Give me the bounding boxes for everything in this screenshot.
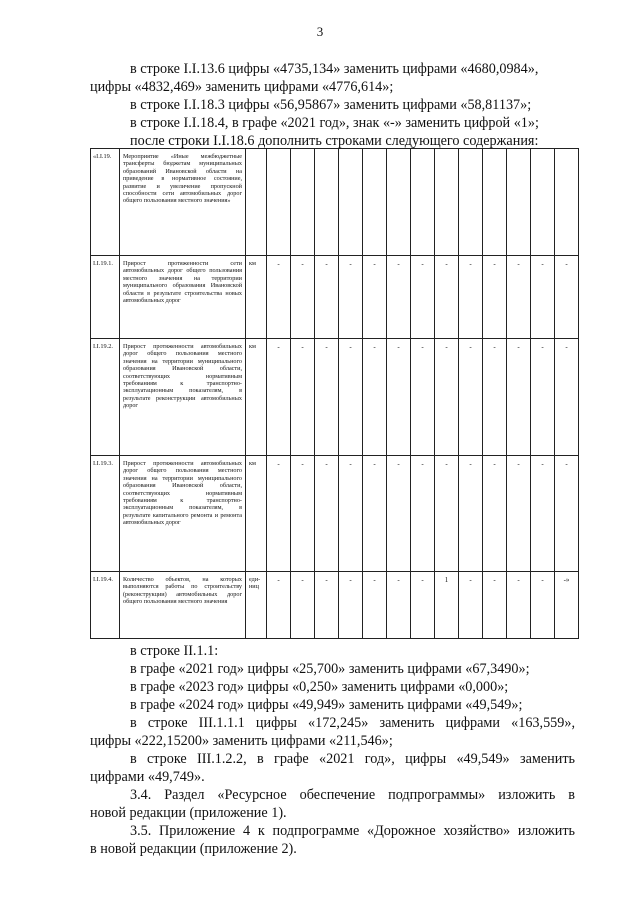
value-cell: - <box>411 456 435 572</box>
value-cell: - <box>459 339 483 456</box>
value-cell <box>315 149 339 256</box>
text-line: в строке I.I.18.4, в графе «2021 год», знак «-» заменить цифрой «1»; <box>130 115 539 131</box>
value-cell <box>387 149 411 256</box>
text-line: в графе «2021 год» цифры «25,700» заменить цифрами «67,3490»; <box>130 661 530 677</box>
text-line: в строке I.I.13.6 цифры «4735,134» заменить цифрами «4680,0984», <box>130 61 539 77</box>
value-cell <box>411 149 435 256</box>
value-cell <box>531 149 555 256</box>
row-number: I.I.19.2. <box>91 339 120 456</box>
value-cell: - <box>411 339 435 456</box>
text-line: в строке III.1.2.2, в графе «2021 год», цифры «49,549» заменить <box>130 751 575 767</box>
value-cell: - <box>531 339 555 456</box>
row-description: Количество объектов, на которых выполняются работы по строительству (реконструкции) автомобильных дорог общего пользования местного значения <box>120 572 246 639</box>
value-cell: - <box>555 456 579 572</box>
value-cell <box>459 149 483 256</box>
table-row <box>91 339 579 456</box>
row-unit <box>246 149 267 256</box>
value-cell: - <box>363 572 387 639</box>
value-cell: - <box>339 256 363 339</box>
value-cell: - <box>387 572 411 639</box>
value-cell: - <box>363 256 387 339</box>
value-cell: - <box>555 256 579 339</box>
text-line: цифры «4832,469» заменить цифрами «4776,614»; <box>90 79 394 95</box>
amendment-table <box>90 148 579 639</box>
text-line: 3.4. Раздел «Ресурсное обеспечение подпрограммы» изложить в <box>130 787 575 803</box>
value-cell: - <box>267 572 291 639</box>
value-cell: - <box>483 572 507 639</box>
value-cell: - <box>555 339 579 456</box>
row-unit: еди-ниц <box>246 572 267 639</box>
value-cell <box>435 149 459 256</box>
value-cell: - <box>531 572 555 639</box>
value-cell: - <box>339 572 363 639</box>
row-unit: км <box>246 456 267 572</box>
row-number: I.I.19.4. <box>91 572 120 639</box>
value-cell: - <box>483 339 507 456</box>
text-line: цифры «222,15200» заменить цифрами «211,546»; <box>90 733 393 749</box>
page-number: 3 <box>316 24 324 39</box>
text-line: цифрами «49,749». <box>90 769 205 785</box>
value-cell: - <box>531 456 555 572</box>
value-cell: - <box>435 339 459 456</box>
row-number: I.I.19.1. <box>91 256 120 339</box>
value-cell: - <box>411 572 435 639</box>
value-cell: - <box>315 256 339 339</box>
value-cell: -» <box>555 572 579 639</box>
value-cell: - <box>507 339 531 456</box>
value-cell <box>339 149 363 256</box>
text-line: в строке III.1.1.1 цифры «172,245» заменить цифрами «163,559», <box>130 715 575 731</box>
value-cell: - <box>363 456 387 572</box>
value-cell <box>507 149 531 256</box>
value-cell: - <box>339 339 363 456</box>
value-cell: - <box>411 256 435 339</box>
value-cell: - <box>363 339 387 456</box>
text-line: в новой редакции (приложение 2). <box>90 841 297 857</box>
value-cell: 1 <box>435 572 459 639</box>
value-cell <box>555 149 579 256</box>
value-cell: - <box>291 256 315 339</box>
row-number: I.I.19.3. <box>91 456 120 572</box>
value-cell: - <box>387 456 411 572</box>
value-cell: - <box>459 456 483 572</box>
value-cell: - <box>483 456 507 572</box>
value-cell <box>483 149 507 256</box>
row-unit: км <box>246 256 267 339</box>
text-line: 3.5. Приложение 4 к подпрограмме «Дорожное хозяйство» изложить <box>130 823 575 839</box>
row-description: Прирост протяженности сети автомобильных дорог общего пользования местного значения на территории муниципального образования Ивановской области в результате строительства новых автомобильных дорог <box>120 256 246 339</box>
value-cell <box>267 149 291 256</box>
value-cell: - <box>387 339 411 456</box>
value-cell: - <box>459 572 483 639</box>
value-cell: - <box>267 256 291 339</box>
text-line: в строке II.1.1: <box>130 643 219 659</box>
value-cell: - <box>531 256 555 339</box>
value-cell: - <box>483 256 507 339</box>
row-description: Прирост протяженности автомобильных дорог общего пользования местного значения на территории муниципального образования Ивановской области, соответствующих нормативным требованиям к транспортно-эксплуатационным показателям, в результате реконструкции автомобильных дорог <box>120 339 246 456</box>
text-line: в графе «2023 год» цифры «0,250» заменить цифрами «0,000»; <box>130 679 509 695</box>
value-cell: - <box>315 456 339 572</box>
value-cell: - <box>387 256 411 339</box>
text-line: после строки I.I.18.6 дополнить строками следующего содержания: <box>130 133 539 149</box>
text-line: новой редакции (приложение 1). <box>90 805 287 821</box>
value-cell: - <box>267 456 291 572</box>
value-cell: - <box>291 456 315 572</box>
table-row <box>91 256 579 339</box>
value-cell: - <box>267 339 291 456</box>
value-cell: - <box>507 456 531 572</box>
value-cell: - <box>435 456 459 572</box>
row-number: «I.I.19. <box>91 149 120 256</box>
value-cell <box>291 149 315 256</box>
value-cell: - <box>315 339 339 456</box>
value-cell: - <box>459 256 483 339</box>
row-description: Мероприятие «Иные межбюджетные трансферты бюджетам муниципальных образований Ивановской области на приведение в нормативное состояние, развитие и увеличение пропускной способности сети автомобильных дорог общего пользования местного значения» <box>120 149 246 256</box>
text-line: в строке I.I.18.3 цифры «56,95867» заменить цифрами «58,81137»; <box>130 97 532 113</box>
value-cell: - <box>507 256 531 339</box>
value-cell: - <box>291 572 315 639</box>
table-row <box>91 149 579 256</box>
table-row <box>91 456 579 572</box>
value-cell <box>363 149 387 256</box>
value-cell: - <box>315 572 339 639</box>
row-description: Прирост протяженности автомобильных дорог общего пользования местного значения на территории муниципального образования Ивановской области, соответствующих нормативным требованиям к транспортно-эксплуатационным показателям, в результате капитального ремонта и ремонта автомобильных дорог <box>120 456 246 572</box>
table-row <box>91 572 579 639</box>
row-unit: км <box>246 339 267 456</box>
text-line: в графе «2024 год» цифры «49,949» заменить цифрами «49,549»; <box>130 697 523 713</box>
value-cell: - <box>339 456 363 572</box>
value-cell: - <box>435 256 459 339</box>
value-cell: - <box>507 572 531 639</box>
value-cell: - <box>291 339 315 456</box>
